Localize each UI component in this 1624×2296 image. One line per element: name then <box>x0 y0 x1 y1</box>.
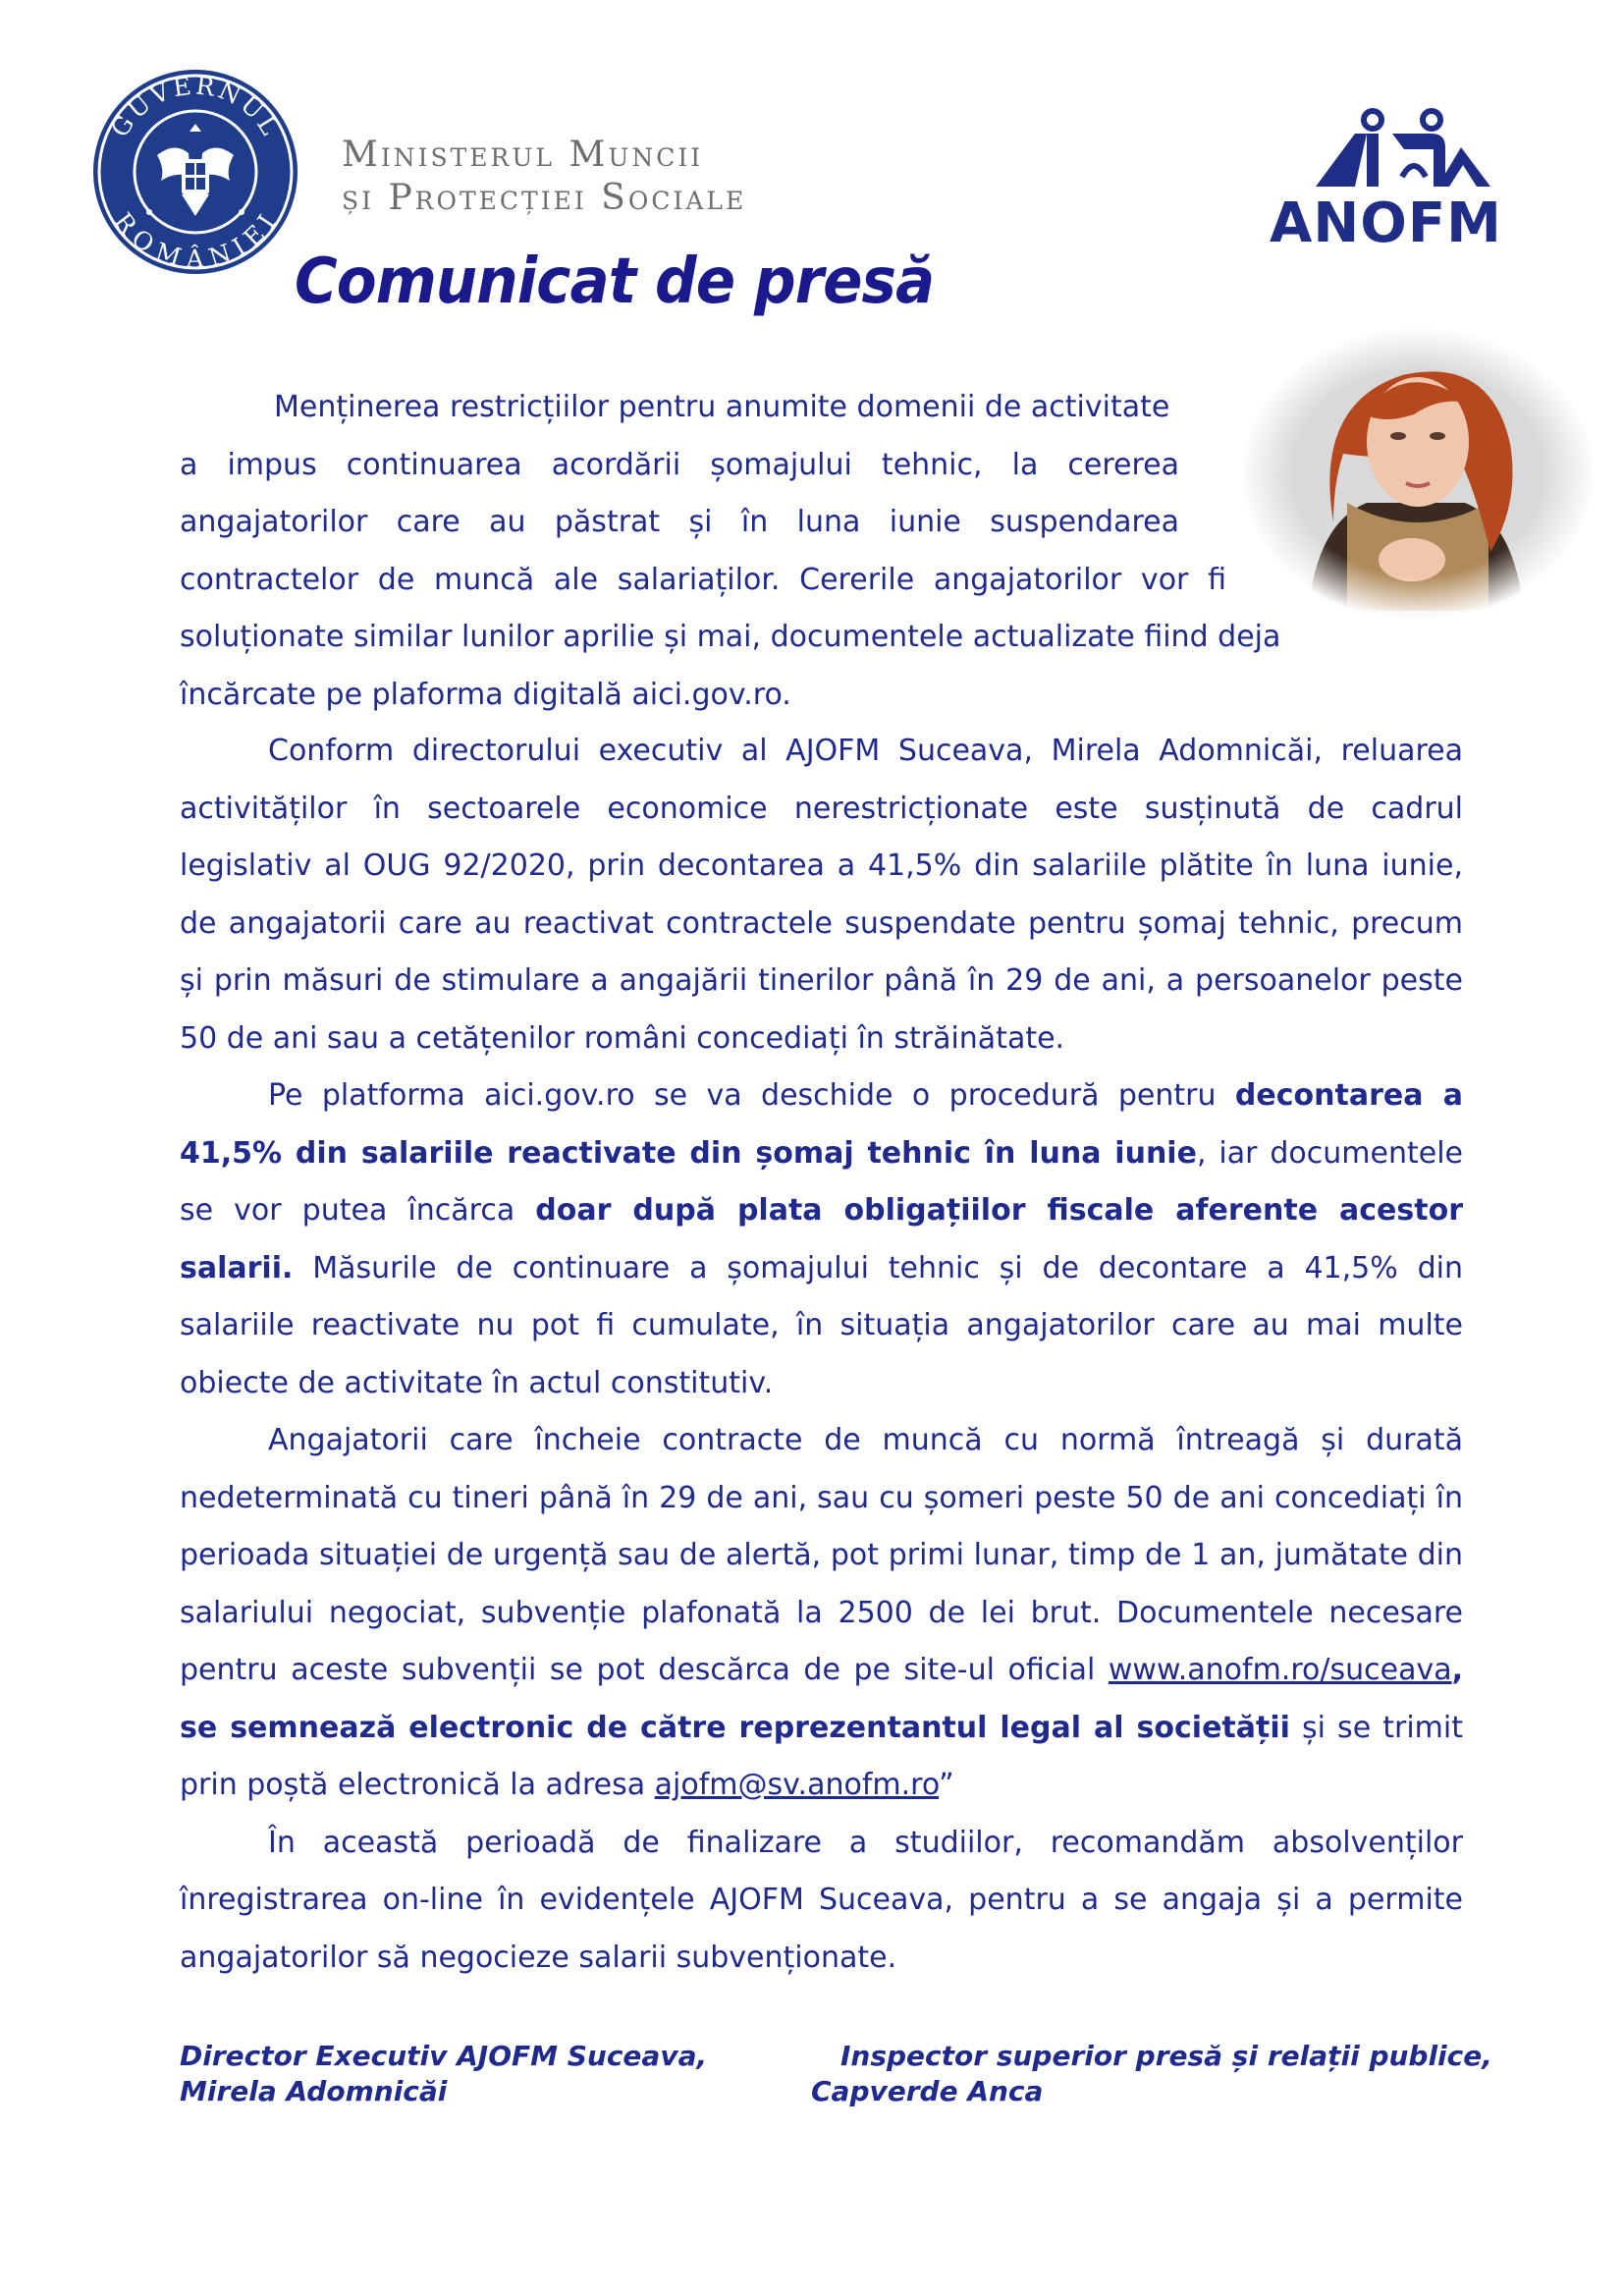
anofm-suceava-link[interactable]: www.anofm.ro/suceava <box>1108 1653 1452 1687</box>
p1-line-3: angajatorilor care au păstrat și în luna iunie suspendarea <box>180 505 1179 539</box>
ministry-line-1: Ministerul Muncii <box>342 135 704 175</box>
signature-right-name: Capverde Anca <box>811 2075 1044 2107</box>
signature-right-role: Inspector superior presă și relații publice, <box>840 2040 1492 2072</box>
paragraph-4 <box>180 1412 1463 1815</box>
p1-line-2: a impus continuarea acordării șomajului tehnic, la cererea <box>180 447 1179 482</box>
signature-left <box>180 2039 707 2109</box>
anofm-logo-text: ANOFM <box>1270 191 1502 255</box>
p3-text-b: , iar documentele se vor putea încărca <box>180 1135 1463 1228</box>
p3-bold-a: decontarea a 41,5% din salariile reactivate din șomaj tehnic în luna iunie <box>180 1078 1464 1171</box>
government-seal-icon <box>88 65 302 279</box>
signature-left-name: Mirela Adomnicăi <box>180 2075 448 2107</box>
p1-line-1: Menținerea restricțiilor pentru anumite domenii de activitate <box>274 390 1170 424</box>
p4-text-b: și se trimit prin poștă electronică la adresa <box>180 1710 1463 1802</box>
ministry-name <box>342 134 746 220</box>
paragraph-3 <box>180 1067 1463 1412</box>
p1-line-6: încărcate pe plaforma digitală aici.gov.ro. <box>180 677 791 712</box>
paragraph-2: Conform directorului executiv al AJOFM Suceava, Mirela Adomnicăi, reluarea activităților în sectoarele economice nerestricționate este susținută de cadrul legislativ al OUG 92/2020, prin decontarea a 41,5% din salariile plătite în luna iunie, de angajatorii care au reactivat contractele suspendate pentru șomaj tehnic, precum și prin măsuri de stimulare a angajării tinerilor până în 29 de ani, a persoanelor peste 50 de ani sau a cetățenilor români concediați în străinătate. <box>180 734 1463 1056</box>
seal-text-bottom: ROMÂNIEI <box>108 207 283 274</box>
p3-text-c: Măsurile de continuare a șomajului tehnic și de decontare a 41,5% din salariile reactivate nu pot fi cumulate, în situația angajatorilor care au mai multe obiecte de activitate în actul constitutiv. <box>180 1250 1463 1400</box>
paragraph-5: În această perioadă de finalizare a studiilor, recomandăm absolvenților înregistrarea on-line în evidențele AJOFM Suceava, pentru a se angaja și a permite angajatorilor să negocieze salarii subvenționate. <box>180 1825 1463 1975</box>
body-paragraphs <box>180 723 1463 1987</box>
p4-text-a: Angajatorii care încheie contracte de muncă cu normă întreagă și durată nedeterminată cu tineri până în 29 de ani, sau cu șomeri peste 50 de ani concediați în perioada situației de urgență sau de alertă, pot primi lunar, timp de 1 an, jumătate din salariului negociat, subvenție plafonată la 2500 de lei brut. Documentele necesare pentru aceste subvenții se pot descărca de pe site-ul oficial <box>180 1423 1463 1687</box>
p4-closing-quote: ” <box>939 1768 954 1802</box>
signature-left-role: Director Executiv AJOFM Suceava, <box>180 2040 708 2072</box>
p4-bold: , se semnează electronic de către reprezentantul legal al societății <box>180 1653 1463 1745</box>
seal-text-top: GUVERNUL <box>105 71 286 142</box>
paragraph-1 <box>180 379 1463 724</box>
p1-line-5: soluționate similar lunilor aprilie și mai, documentele actualizate fiind deja <box>180 620 1281 654</box>
email-link[interactable]: ajofm@sv.anofm.ro <box>654 1768 940 1802</box>
p3-bold-b: doar după plata obligațiilor fiscale aferente acestor salarii. <box>180 1193 1463 1285</box>
signature-right <box>811 2039 1492 2109</box>
p1-line-4: contractelor de muncă ale salariaților. Cererile angajatorilor vor fi <box>180 562 1226 597</box>
p3-text-a: Pe platforma aici.gov.ro se va deschide o procedură pentru <box>268 1078 1235 1113</box>
ministry-line-2: și Protecției Sociale <box>342 178 747 218</box>
page-title: Comunicat de presă <box>295 246 935 318</box>
